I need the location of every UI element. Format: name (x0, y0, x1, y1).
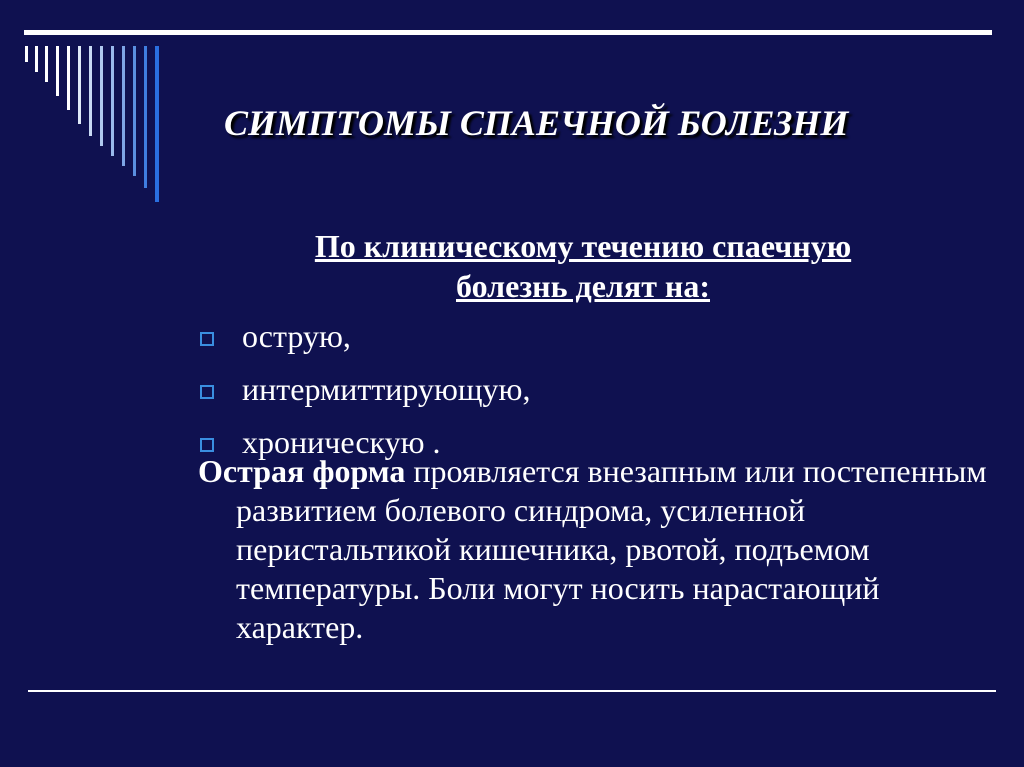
stripe (100, 46, 103, 146)
stripes-decoration (0, 0, 170, 210)
bullet-text: хроническую . (242, 424, 441, 460)
slide-subtitle (218, 226, 948, 306)
stripe (144, 46, 147, 188)
stripe (35, 46, 38, 72)
hollow-square-bullet-icon (200, 438, 214, 452)
subtitle-line: По клиническому течению спаечную (314, 228, 852, 264)
stripe (122, 46, 125, 166)
description-paragraph (198, 452, 1006, 647)
paragraph-lead: Острая форма (198, 453, 406, 489)
stripe (89, 46, 92, 136)
bottom-rule (28, 690, 996, 692)
list-item (200, 363, 530, 416)
hollow-square-bullet-icon (200, 332, 214, 346)
subtitle-line: болезнь делят на: (456, 268, 710, 304)
stripe (67, 46, 70, 110)
stripe (45, 46, 48, 82)
hollow-square-bullet-icon (200, 385, 214, 399)
slide-title: СИМПТОМЫ СПАЕЧНОЙ БОЛЕЗНИ (224, 103, 849, 143)
stripe (25, 46, 28, 62)
bullet-text: интермиттирующую, (242, 371, 531, 407)
stripe (111, 46, 114, 156)
stripe (155, 46, 159, 202)
list-item (200, 310, 530, 363)
stripe (56, 46, 59, 96)
stripe (78, 46, 81, 124)
paragraph-body: проявляется внезапным или постепенным развитием болевого синдрома, усиленной перистальтикой кишечника, рвотой, подъемом температуры. Боли могут носить нарастающий характер. (236, 453, 987, 645)
bullet-list (200, 310, 530, 469)
bullet-text: острую, (242, 318, 351, 354)
stripe (133, 46, 136, 176)
